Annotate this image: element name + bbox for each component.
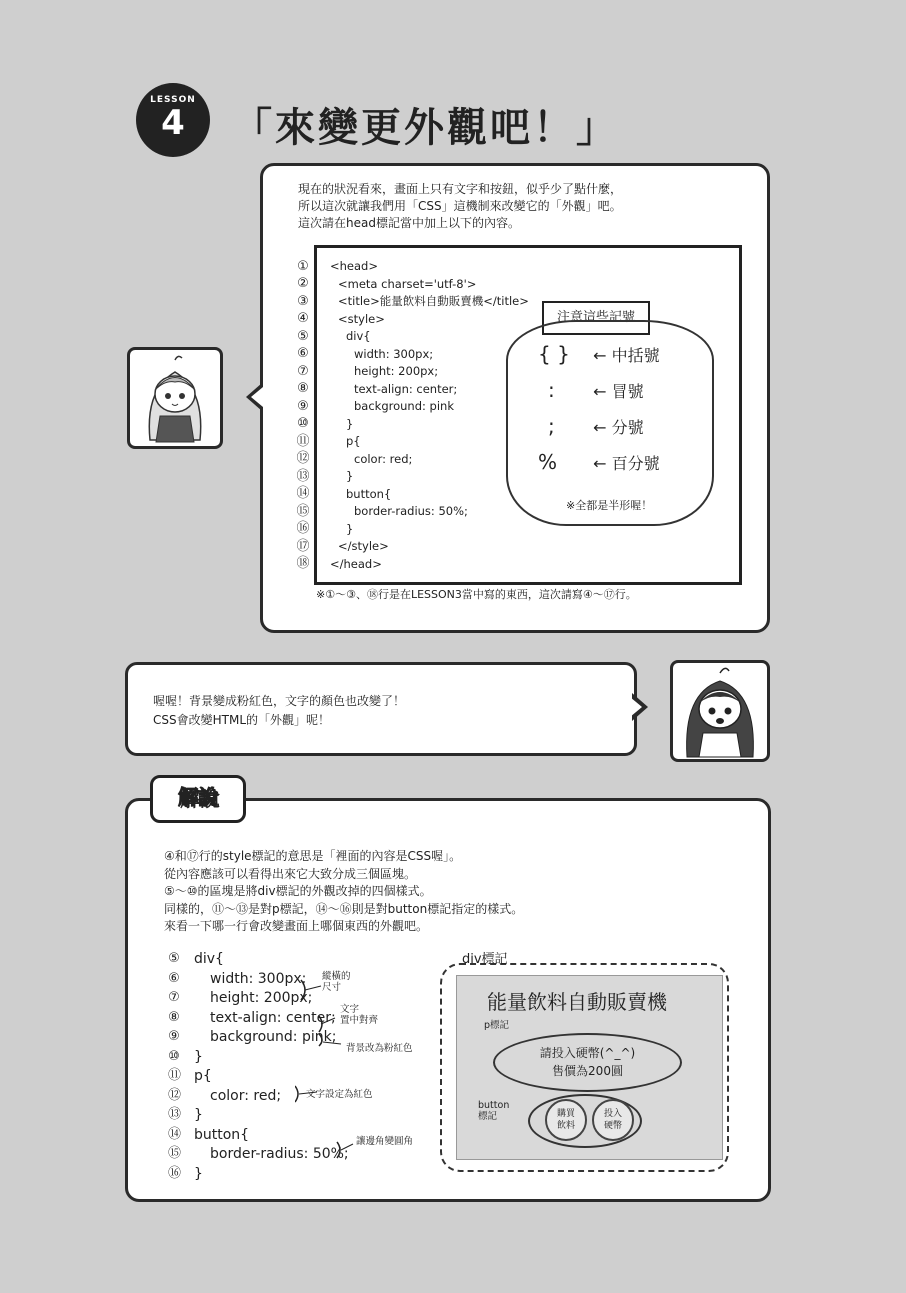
annotation-red: 文字設定為紅色 bbox=[306, 1089, 373, 1100]
page-title: 「來變更外觀吧！」 bbox=[232, 105, 619, 151]
code-text: text-align: center; bbox=[210, 1009, 336, 1026]
line-number: ⑧ bbox=[297, 381, 309, 396]
line-number: ⑧ bbox=[168, 1009, 180, 1025]
line-number: ⑯ bbox=[168, 1165, 182, 1181]
note-row bbox=[538, 342, 660, 378]
code-text: button{ bbox=[346, 486, 392, 501]
line-number: ⑫ bbox=[168, 1087, 182, 1103]
code-line bbox=[296, 486, 529, 504]
line-number: ⑭ bbox=[296, 486, 310, 501]
line-number: ⑬ bbox=[296, 468, 310, 484]
code-text: div{ bbox=[194, 951, 224, 967]
code-text: p{ bbox=[194, 1068, 212, 1084]
code-text: </head> bbox=[330, 556, 382, 571]
lesson-label: LESSON bbox=[150, 95, 196, 105]
intro-line: 現在的狀況看來，畫面上只有文字和按鈕，似乎少了點什麼， bbox=[298, 182, 623, 196]
note-row bbox=[538, 414, 660, 450]
section-tag bbox=[150, 775, 246, 823]
code-text: } bbox=[194, 1165, 203, 1182]
line-number: ⑤ bbox=[168, 951, 180, 966]
code-text: } bbox=[346, 469, 354, 483]
code-text: button{ bbox=[194, 1126, 250, 1143]
speech-tail-inner bbox=[630, 697, 642, 717]
speech-tail-inner bbox=[251, 387, 263, 407]
code-footnote: ※①〜③、⑱行是在LESSON3當中寫的東西，這次請寫④〜⑰行。 bbox=[316, 588, 637, 601]
code-text: } bbox=[346, 521, 354, 536]
code-line bbox=[296, 363, 529, 381]
line-number: ⑦ bbox=[297, 363, 309, 379]
line-number: ⑤ bbox=[297, 328, 309, 344]
code-text: <meta charset='utf-8'> bbox=[338, 276, 477, 291]
code-text: } bbox=[194, 1048, 203, 1065]
line-number: ⑬ bbox=[168, 1107, 182, 1122]
line-number: ⑫ bbox=[296, 451, 310, 466]
code-text: background: pink bbox=[354, 399, 454, 413]
preview-line: 請投入硬幣(^_^) bbox=[539, 1046, 636, 1060]
line-number: ⑥ bbox=[297, 346, 309, 361]
line-number: ① bbox=[297, 258, 309, 274]
code-text: height: 200px; bbox=[210, 990, 313, 1006]
preview-line: 售價為200圓 bbox=[552, 1064, 623, 1078]
annotation-center: 文字 置中對齊 bbox=[340, 1004, 379, 1026]
p-label: p標記 bbox=[484, 1020, 510, 1031]
note-symbol: : bbox=[548, 378, 555, 402]
code-text: </style> bbox=[338, 539, 389, 553]
intro-text bbox=[298, 181, 622, 232]
preview-paragraph bbox=[493, 1033, 682, 1092]
code-text: <style> bbox=[338, 311, 385, 326]
line-number: ⑩ bbox=[168, 1048, 180, 1064]
explanation-text bbox=[164, 848, 523, 936]
note-symbol: ; bbox=[548, 414, 555, 438]
annotation-round: 讓邊角變圓角 bbox=[356, 1136, 414, 1147]
code-text: width: 300px; bbox=[354, 346, 434, 361]
line-number: ② bbox=[297, 276, 309, 291]
code-line bbox=[296, 503, 529, 521]
note-title: 注意這些記號 bbox=[542, 301, 650, 335]
code-line bbox=[296, 416, 529, 434]
insert-coin-button[interactable]: 投入 硬幣 bbox=[592, 1099, 634, 1141]
note-label: ← 中括號 bbox=[593, 346, 660, 365]
line-number: ⑮ bbox=[168, 1146, 182, 1161]
code-line bbox=[296, 328, 529, 346]
note-row bbox=[538, 378, 660, 414]
line-number: ⑪ bbox=[168, 1068, 182, 1083]
code-line bbox=[296, 346, 529, 364]
reaction-line: 喔喔！背景變成粉紅色，文字的顏色也改變了！ bbox=[153, 694, 406, 708]
line-number: ⑯ bbox=[296, 521, 310, 536]
code-line bbox=[296, 293, 529, 311]
line-number: ⑨ bbox=[168, 1029, 180, 1044]
line-number: ④ bbox=[297, 311, 309, 326]
button-label: button 標記 bbox=[478, 1100, 510, 1122]
note-label: ← 百分號 bbox=[593, 454, 660, 473]
code-text: border-radius: 50%; bbox=[354, 504, 468, 518]
annotation-pink: 背景改為粉紅色 bbox=[346, 1043, 413, 1054]
buy-drink-button[interactable]: 購買 飲料 bbox=[545, 1099, 587, 1141]
intro-line: 所以這次就讓我們用「CSS」這機制來改變它的「外觀」吧。 bbox=[298, 199, 622, 213]
explain-line: ⑤〜⑩的區塊是將div標記的外觀改掉的四個樣式。 bbox=[164, 884, 432, 898]
line-number: ⑪ bbox=[296, 433, 310, 449]
code-text: width: 300px; bbox=[210, 970, 307, 987]
lesson-badge bbox=[136, 83, 210, 157]
explain-line: 同樣的，⑪〜⑬是對p標記，⑭〜⑯則是對button標記指定的樣式。 bbox=[164, 901, 524, 916]
lesson-number: 4 bbox=[161, 103, 185, 143]
code-text: background: pink; bbox=[210, 1029, 337, 1045]
reaction-text bbox=[153, 692, 405, 730]
explain-line: 從內容應該可以看得出來它大致分成三個區塊。 bbox=[164, 866, 417, 881]
line-number: ⑭ bbox=[168, 1126, 182, 1142]
character-illustration-1 bbox=[130, 350, 220, 446]
explain-line: ④和⑰行的style標記的意思是「裡面的內容是CSS喔」。 bbox=[164, 849, 462, 863]
line-number: ③ bbox=[297, 293, 309, 309]
intro-line: 這次請在head標記當中加上以下的內容。 bbox=[298, 216, 520, 230]
preview-title: 能量飲料自動販賣機 bbox=[487, 990, 667, 1014]
code-text: } bbox=[194, 1107, 203, 1123]
line-number: ⑥ bbox=[168, 970, 180, 986]
line-number: ⑰ bbox=[296, 538, 310, 554]
code-text: color: red; bbox=[354, 451, 413, 466]
code-text: <head> bbox=[330, 259, 378, 273]
code-line bbox=[296, 381, 529, 399]
reaction-line: CSS會改變HTML的「外觀」呢！ bbox=[153, 713, 331, 727]
div-label: div標記 bbox=[462, 952, 508, 967]
code-line bbox=[296, 276, 529, 294]
line-number: ⑩ bbox=[297, 416, 309, 431]
code-text: height: 200px; bbox=[354, 364, 439, 378]
note-rows bbox=[538, 342, 660, 486]
code-line bbox=[296, 258, 529, 276]
code-line bbox=[296, 556, 529, 574]
code-listing bbox=[296, 258, 529, 573]
code-line bbox=[296, 398, 529, 416]
explain-line: 來看一下哪一行會改變畫面上哪個東西的外觀吧。 bbox=[164, 919, 429, 933]
code-text: text-align: center; bbox=[354, 381, 458, 396]
annotation-size: 縱橫的 尺寸 bbox=[322, 971, 351, 993]
code-line bbox=[296, 538, 529, 556]
code-line bbox=[296, 468, 529, 486]
line-number: ⑦ bbox=[168, 990, 180, 1005]
line-number: ⑮ bbox=[296, 503, 310, 519]
code-text: color: red; bbox=[210, 1087, 282, 1104]
code-text: <title>能量飲料自動販賣機</title> bbox=[338, 294, 529, 308]
line-number: ⑱ bbox=[296, 556, 310, 571]
code-line bbox=[296, 521, 529, 539]
character-avatar-1 bbox=[127, 347, 223, 449]
note-symbol: { } bbox=[538, 342, 570, 366]
note-label: ← 冒號 bbox=[593, 382, 644, 401]
code-text: border-radius: 50%; bbox=[210, 1146, 349, 1162]
note-row bbox=[538, 450, 660, 486]
code-text: p{ bbox=[346, 434, 361, 448]
code-text: } bbox=[346, 416, 354, 431]
line-number: ⑨ bbox=[297, 398, 309, 414]
code-text: div{ bbox=[346, 329, 371, 343]
code-line bbox=[296, 311, 529, 329]
note-label: ← 分號 bbox=[593, 418, 644, 437]
note-symbol: % bbox=[538, 450, 558, 474]
section-tag-label: 解說 bbox=[178, 785, 218, 809]
character-illustration-2 bbox=[673, 663, 767, 759]
code-line bbox=[296, 451, 529, 469]
code-line bbox=[296, 433, 529, 451]
character-avatar-2 bbox=[670, 660, 770, 762]
note-footnote: ※全都是半形喔！ bbox=[566, 499, 653, 512]
